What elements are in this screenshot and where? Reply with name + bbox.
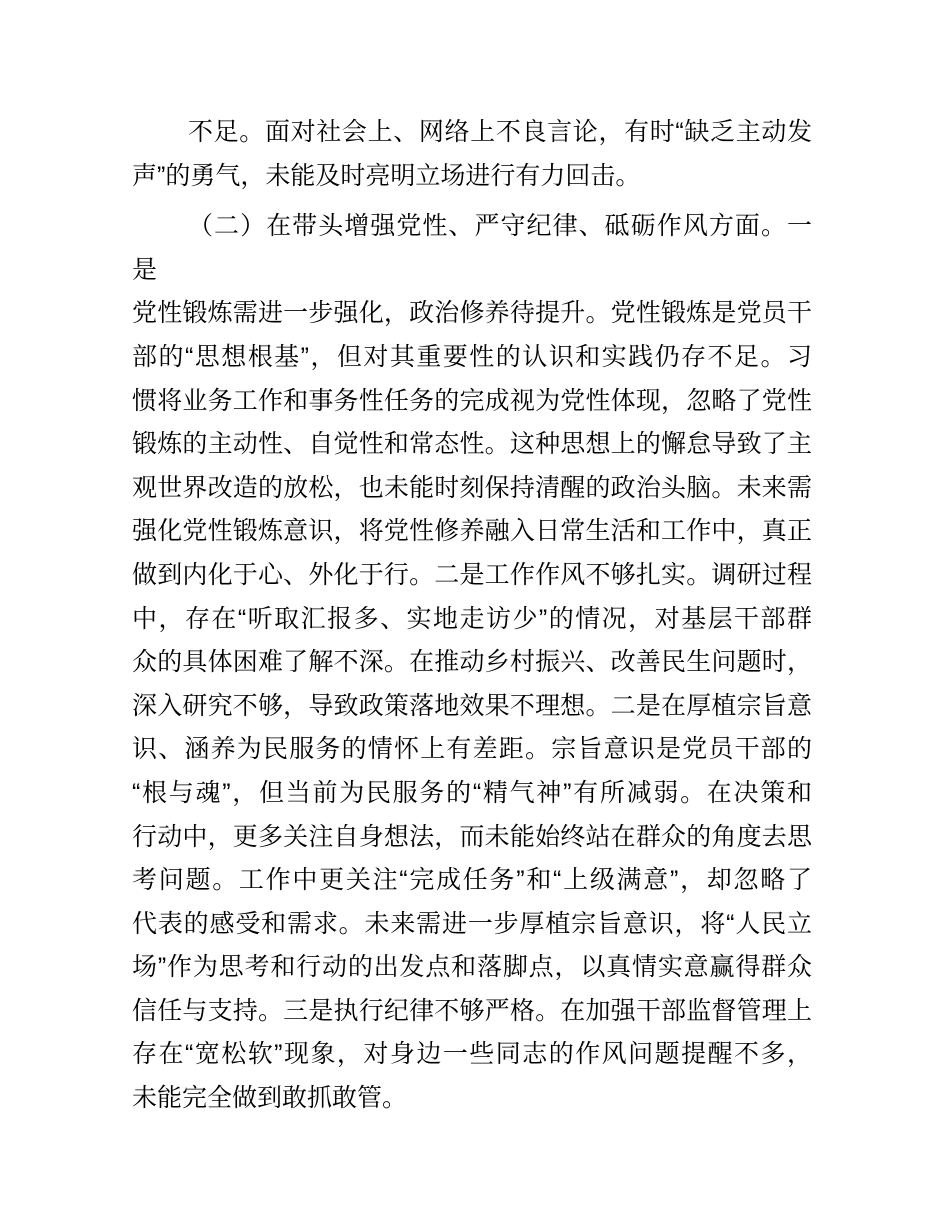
document-body [132, 111, 812, 1128]
text-line: 强化党性锻炼意识，将党性修养融入日常生活和工作中，真正 [132, 517, 812, 546]
text-line: 识、涵养为民服务的情怀上有差距。宗旨意识是党员干部的 [132, 735, 812, 764]
text-line: 信任与支持。三是执行纪律不够严格。在加强干部监督管理上 [132, 996, 812, 1025]
text-line: 锻炼的主动性、自觉性和常态性。这种思想上的懈怠导致了主 [132, 430, 812, 459]
text-line: 做到内化于心、外化于行。二是工作作风不够扎实。调研过程 [132, 560, 812, 589]
text-line: 不足。面对社会上、网络上不良言论，有时“缺乏主动发 [188, 118, 812, 146]
text-line: 中，存在“听取汇报多、实地走访少”的情况，对基层干部群 [132, 604, 812, 633]
text-line: 部的“思想根基”，但对其重要性的认识和实践仍存不足。习 [132, 342, 812, 371]
text-line: 代表的感受和需求。未来需进一步厚植宗旨意识，将“人民立 [132, 909, 812, 938]
para-1 [132, 111, 812, 198]
text-line: 考问题。工作中更关注“完成任务”和“上级满意”，却忽略了 [132, 866, 812, 895]
text-line: （二）在带头增强党性、严守纪律、砥砺作风方面。一是 [132, 212, 812, 284]
text-line: 惯将业务工作和事务性任务的完成视为党性体现，忽略了党性 [132, 386, 812, 415]
text-line: 场”作为思考和行动的出发点和落脚点，以真情实意赢得群众 [132, 953, 812, 982]
text-line: 行动中，更多关注自身想法，而未能始终站在群众的角度去思 [132, 822, 812, 851]
para-2 [132, 205, 812, 1120]
text-line: 声”的勇气，未能及时亮明立场进行有力回击。 [132, 161, 641, 190]
text-line: 众的具体困难了解不深。在推动乡村振兴、改善民生问题时， [132, 648, 812, 677]
text-line: 深入研究不够，导致政策落地效果不理想。二是在厚植宗旨意 [132, 691, 812, 720]
text-line: 党性锻炼需进一步强化，政治修养待提升。党性锻炼是党员干 [132, 299, 812, 328]
text-line: 观世界改造的放松，也未能时刻保持清醒的政治头脑。未来需 [132, 473, 812, 502]
text-line: 未能完全做到敢抓敢管。 [132, 1084, 408, 1113]
text-line: “根与魂”，但当前为民服务的“精气神”有所减弱。在决策和 [132, 778, 812, 807]
text-line: 存在“宽松软”现象，对身边一些同志的作风问题提醒不多， [132, 1040, 812, 1069]
